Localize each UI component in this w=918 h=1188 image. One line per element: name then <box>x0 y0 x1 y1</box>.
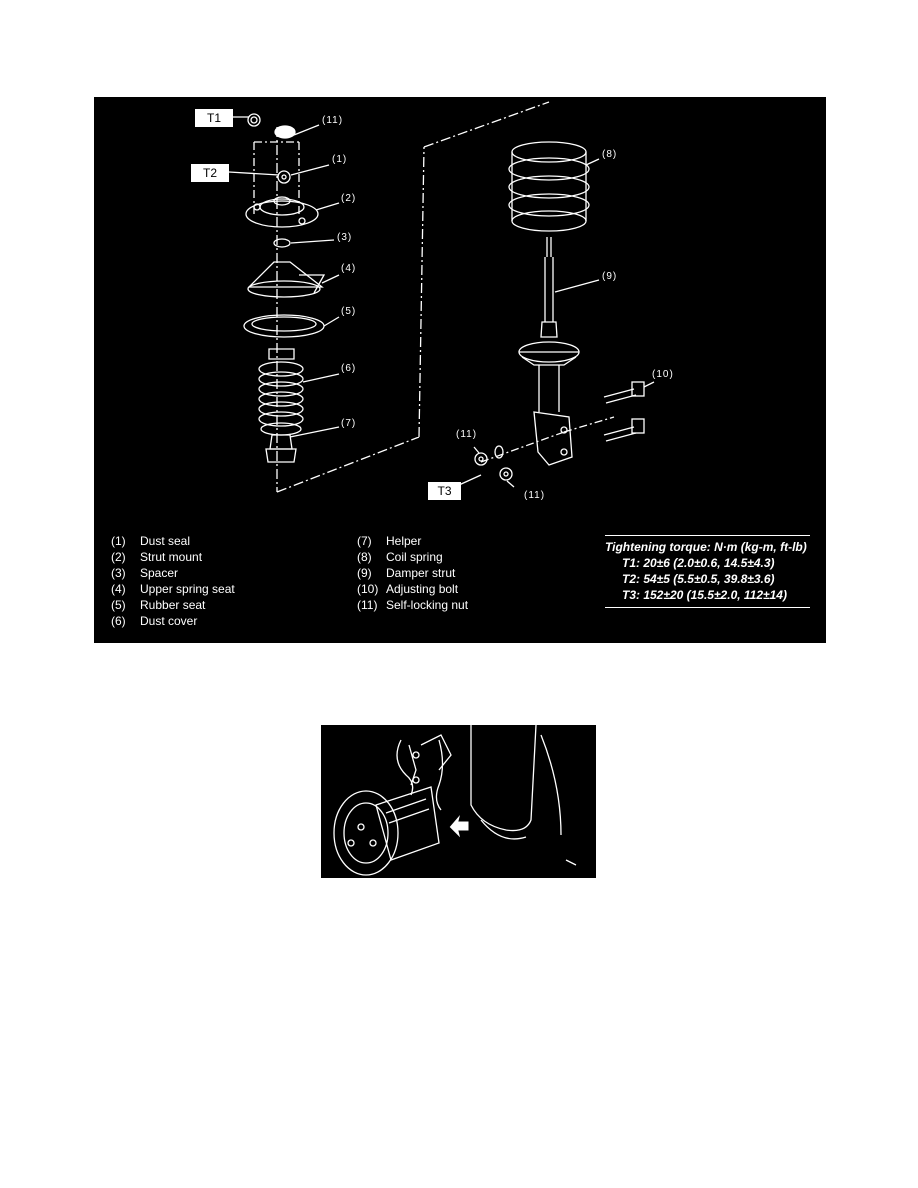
legend-label: Rubber seat <box>140 598 206 612</box>
brake-caliper-photo <box>321 725 596 878</box>
torque-spec-box <box>605 535 810 608</box>
legend-item <box>111 597 235 613</box>
legend-label: Adjusting bolt <box>386 582 459 596</box>
legend-item <box>111 533 235 549</box>
part-label-3: (3) <box>337 232 353 243</box>
legend-label: Helper <box>386 534 422 548</box>
legend-item <box>357 581 468 597</box>
legend-label: Upper spring seat <box>140 582 235 596</box>
legend-item <box>111 613 235 629</box>
torque-t2: T2: 54±5 (5.5±0.5, 39.8±3.6) <box>622 572 775 586</box>
legend-item <box>111 581 235 597</box>
legend-number: (2) <box>111 550 126 564</box>
legend-label: Dust cover <box>140 614 198 628</box>
part-label-11-cap: (11) <box>322 115 344 126</box>
part-label-7: (7) <box>341 418 357 429</box>
torque-bottom-rule <box>605 607 810 608</box>
legend-number: (4) <box>111 582 126 596</box>
legend-item <box>111 549 235 565</box>
exploded-view-diagram <box>94 97 826 643</box>
legend-number: (11) <box>357 598 378 612</box>
callout-t2: T2 <box>191 164 229 182</box>
legend-label: Damper strut <box>386 566 456 580</box>
legend-right <box>357 533 468 613</box>
part-label-6: (6) <box>341 363 357 374</box>
torque-t1: T1: 20±6 (2.0±0.6, 14.5±4.3) <box>622 556 775 570</box>
legend-number: (7) <box>357 534 372 548</box>
part-label-11-right: (11) <box>524 490 546 501</box>
legend-left <box>111 533 235 629</box>
legend-number: (8) <box>357 550 372 564</box>
legend-number: (5) <box>111 598 126 612</box>
legend-item <box>111 565 235 581</box>
torque-top-rule <box>605 535 810 536</box>
legend-label: Coil spring <box>386 550 443 564</box>
legend-number: (6) <box>111 614 126 628</box>
legend-item <box>357 565 468 581</box>
legend-label: Spacer <box>140 566 179 580</box>
part-label-4: (4) <box>341 263 357 274</box>
part-label-10: (10) <box>652 369 674 380</box>
legend-item <box>357 549 468 565</box>
legend-label: Dust seal <box>140 534 191 548</box>
legend-number: (3) <box>111 566 126 580</box>
legend-item <box>357 597 468 613</box>
legend-label: Strut mount <box>140 550 203 564</box>
brake-hose-illustration <box>321 725 596 878</box>
part-label-8: (8) <box>602 149 618 160</box>
legend-number: (1) <box>111 534 126 548</box>
torque-t3: T3: 152±20 (15.5±2.0, 112±14) <box>622 588 787 602</box>
part-label-9: (9) <box>602 271 618 282</box>
part-label-11-left: (11) <box>456 429 478 440</box>
legend-number: (9) <box>357 566 372 580</box>
legend-item <box>357 533 468 549</box>
legend-label: Self-locking nut <box>386 598 469 612</box>
part-label-5: (5) <box>341 306 357 317</box>
part-label-2: (2) <box>341 193 357 204</box>
legend-number: (10) <box>357 582 379 596</box>
torque-title: Tightening torque: N·m (kg-m, ft-lb) <box>605 540 807 554</box>
callout-t3: T3 <box>428 482 461 500</box>
part-label-1: (1) <box>332 154 348 165</box>
callout-t1: T1 <box>195 109 233 127</box>
